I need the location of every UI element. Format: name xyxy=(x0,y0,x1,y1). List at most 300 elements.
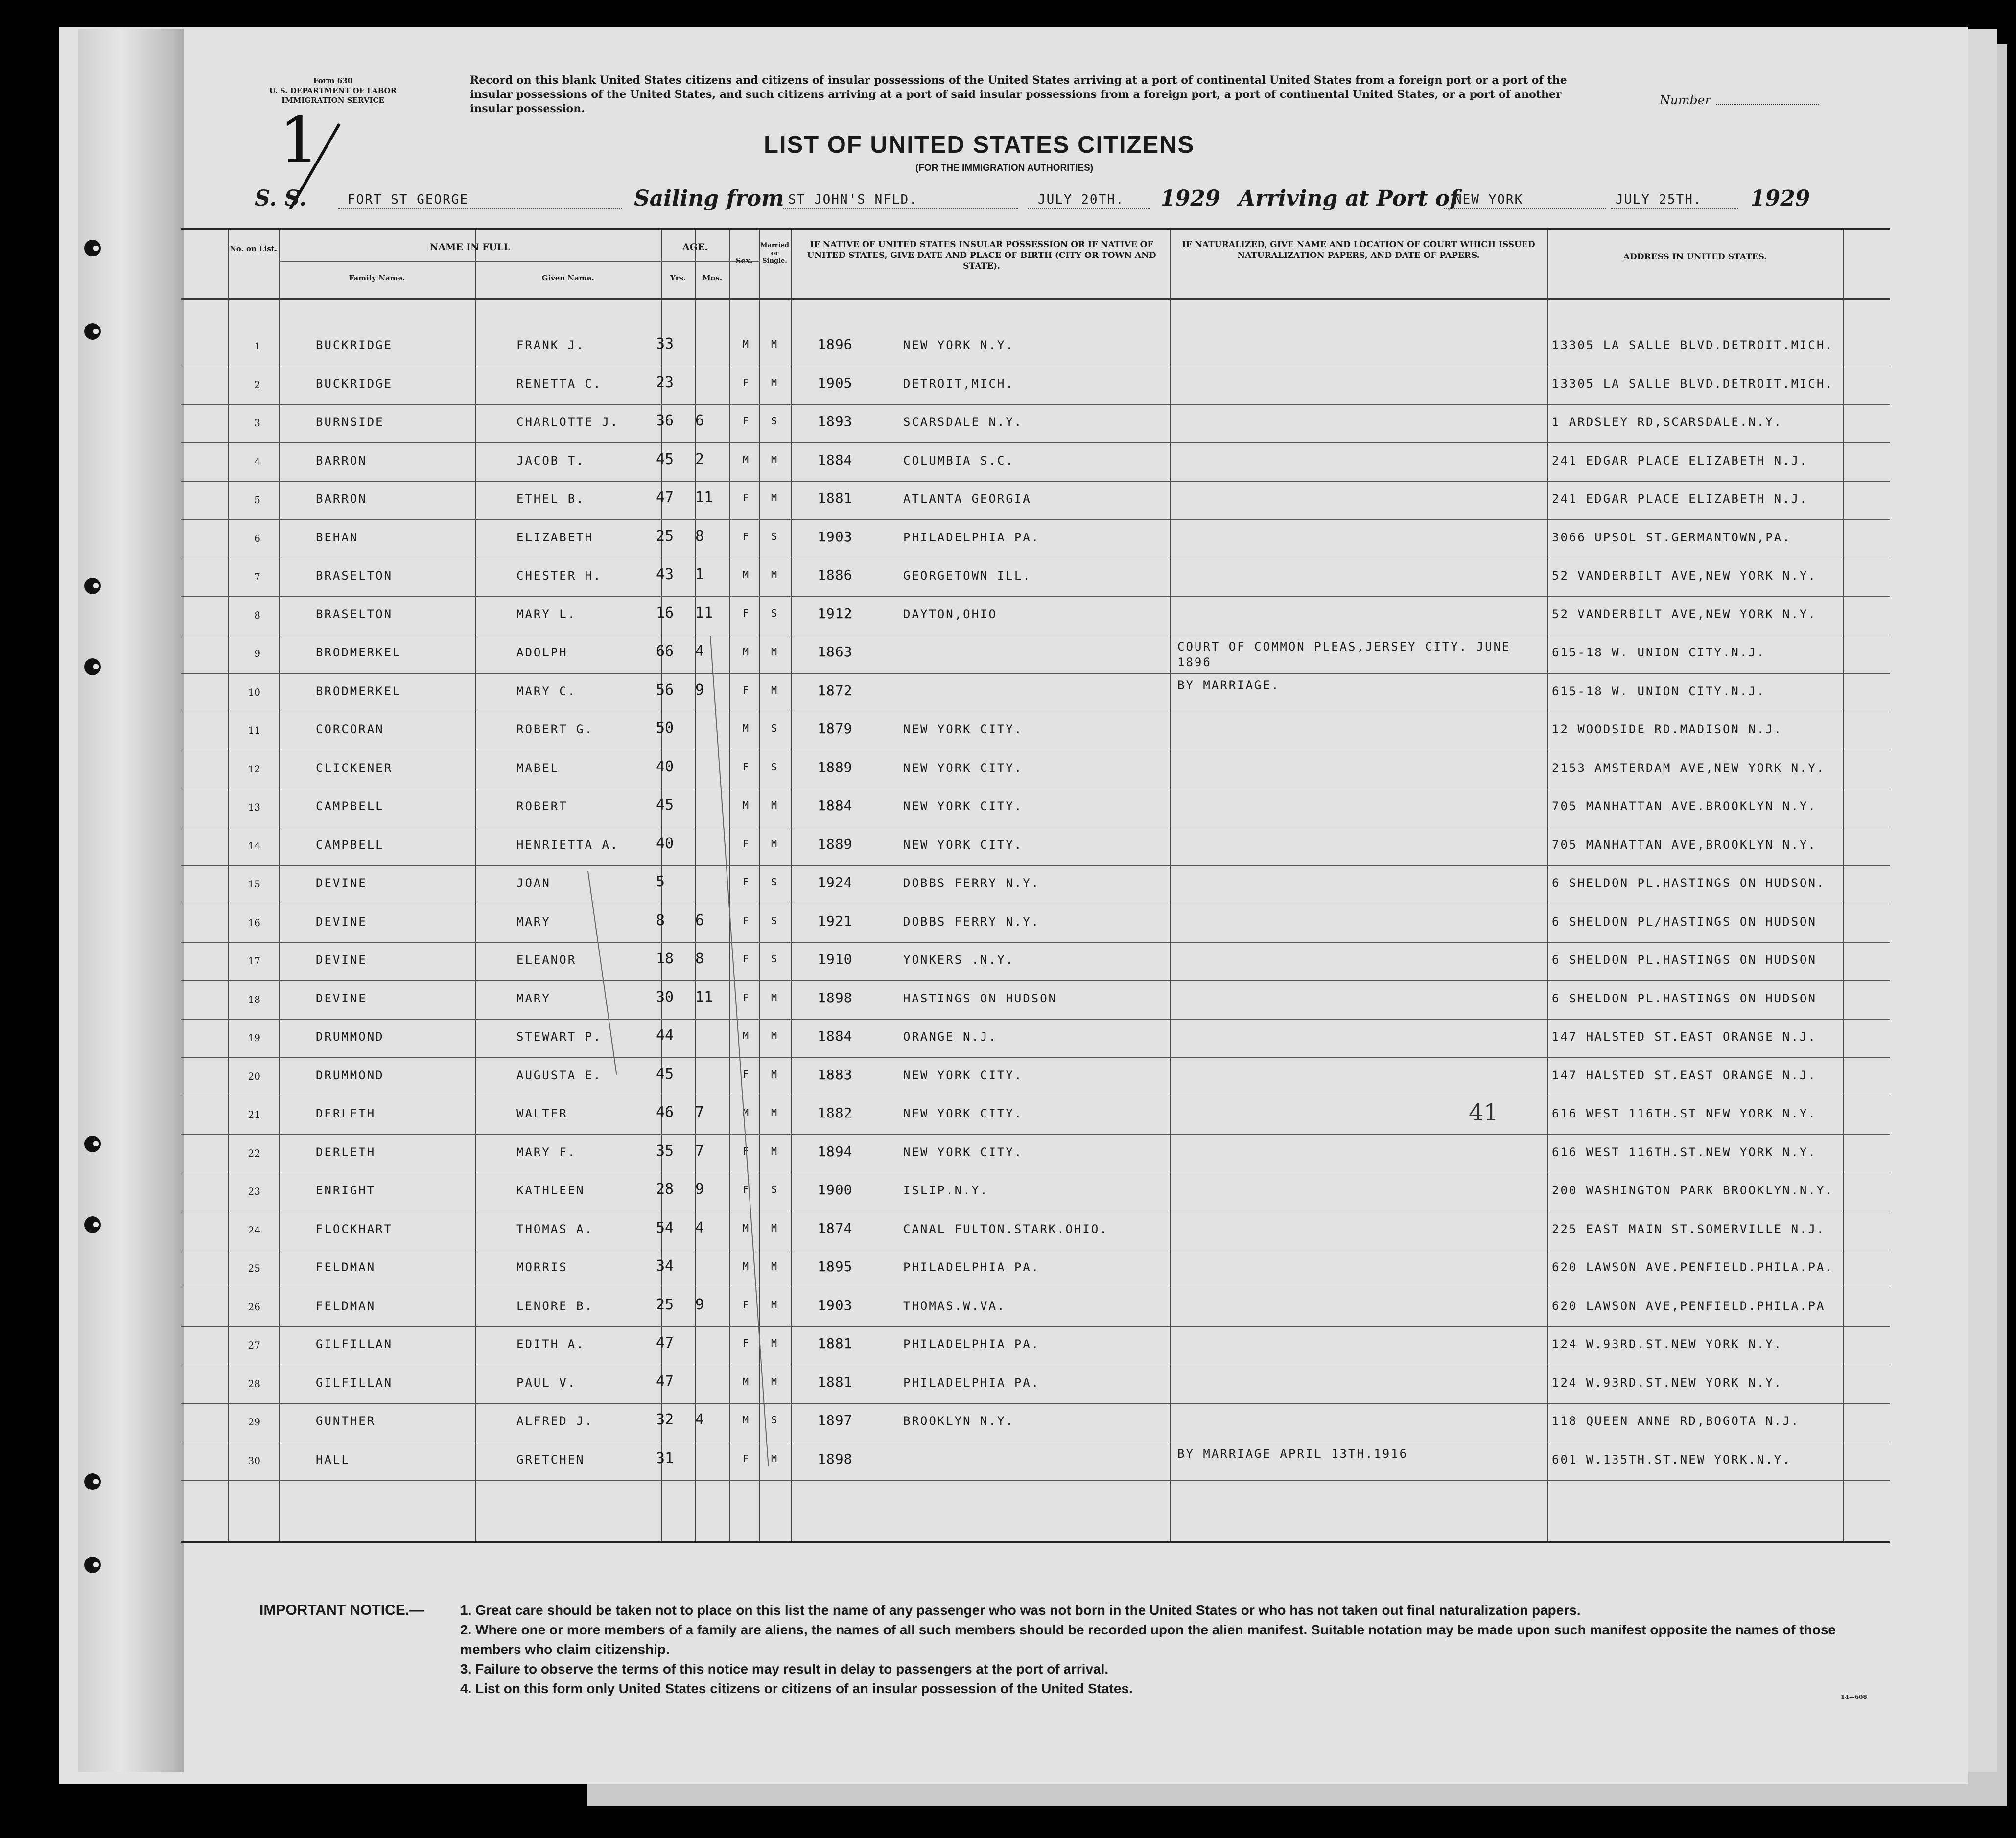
birth-place-cell: HASTINGS ON HUDSON xyxy=(903,991,1057,1005)
birth-place-cell: COLUMBIA S.C. xyxy=(903,453,1014,467)
age-months-cell: 8 xyxy=(695,950,704,967)
birth-place-cell: ORANGE N.J. xyxy=(903,1030,997,1044)
page-title: LIST OF UNITED STATES CITIZENS xyxy=(764,132,1195,158)
sex-cell: F xyxy=(743,914,750,927)
header-birth: IF NATIVE OF UNITED STATES INSULAR POSSESSION OR IF NATIVE OF UNITED STATES, GIVE DATE AND PLACE OF BIRTH (CITY OR TOWN AND STATE). xyxy=(807,240,1156,271)
table-row xyxy=(181,597,1890,635)
sex-cell: M xyxy=(743,646,750,657)
age-years-cell: 46 xyxy=(656,1104,674,1121)
age-years-cell: 34 xyxy=(656,1257,674,1275)
birth-place-cell: ISLIP.N.Y. xyxy=(903,1184,989,1197)
birth-place-cell: NEW YORK CITY. xyxy=(903,838,1023,852)
arrival-year: 1929 xyxy=(1750,186,1810,211)
sex-cell: M xyxy=(743,1414,750,1426)
sex-cell: F xyxy=(743,1145,750,1157)
sex-cell: F xyxy=(743,492,750,504)
birth-year-cell: 1889 xyxy=(818,836,853,852)
row-number-cell: 24 xyxy=(248,1224,260,1236)
header-naturalized: IF NATURALIZED, GIVE NAME AND LOCATION OF COURT WHICH ISSUED NATURALIZATION PAPERS, AND DATE OF PAPERS. xyxy=(1182,240,1535,260)
family-name-cell: BRASELTON xyxy=(316,569,393,582)
marital-status-cell: M xyxy=(771,1375,779,1388)
sex-cell: M xyxy=(743,1030,750,1042)
age-months-cell: 11 xyxy=(695,489,713,506)
family-name-cell: DRUMMOND xyxy=(316,1068,384,1082)
birth-year-cell: 1895 xyxy=(818,1258,853,1275)
row-number-cell: 26 xyxy=(248,1301,260,1313)
sailing-year: 1929 xyxy=(1160,186,1220,211)
underline xyxy=(1611,208,1738,209)
family-name-cell: ENRIGHT xyxy=(316,1184,376,1197)
family-name-cell: BURNSIDE xyxy=(316,415,384,429)
table-row xyxy=(181,366,1890,404)
naturalization-cell: COURT OF COMMON PLEAS,JERSEY CITY. JUNE 1896 xyxy=(1177,640,1511,669)
sex-cell: F xyxy=(743,838,750,850)
row-number-cell: 4 xyxy=(254,455,260,467)
age-months-cell: 4 xyxy=(695,1411,704,1428)
row-number-cell: 28 xyxy=(248,1377,260,1390)
family-name-cell: BRASELTON xyxy=(316,607,393,621)
row-number-cell: 25 xyxy=(248,1262,260,1274)
row-rule xyxy=(181,1480,1890,1481)
us-address-cell: 52 VANDERBILT AVE,NEW YORK N.Y. xyxy=(1552,569,1817,582)
marital-status-cell: M xyxy=(771,799,779,811)
age-months-cell: 4 xyxy=(695,1219,704,1236)
us-address-cell: 615-18 W. UNION CITY.N.J. xyxy=(1552,646,1766,659)
birth-year-cell: 1921 xyxy=(818,912,853,929)
birth-place-cell: THOMAS.W.VA. xyxy=(903,1299,1006,1313)
age-years-cell: 40 xyxy=(656,835,674,852)
family-name-cell: FLOCKHART xyxy=(316,1222,393,1236)
family-name-cell: BARRON xyxy=(316,492,367,506)
family-name-cell: CAMPBELL xyxy=(316,838,384,852)
sex-cell: F xyxy=(743,1184,750,1195)
punch-hole xyxy=(84,1136,101,1152)
marital-status-cell: M xyxy=(771,338,779,350)
marital-status-cell: S xyxy=(771,530,779,542)
given-name-cell: MARY xyxy=(516,914,551,929)
family-name-cell: GUNTHER xyxy=(316,1414,376,1428)
punch-hole xyxy=(84,658,101,675)
given-name-cell: HENRIETTA A. xyxy=(516,838,619,852)
notice-item: 3. Failure to observe the terms of this notice may result in delay to passengers at the port of arrival. xyxy=(460,1661,1109,1676)
table-row xyxy=(181,1211,1890,1250)
age-years-cell: 56 xyxy=(656,681,674,698)
sex-cell: M xyxy=(743,1375,750,1388)
header-family-name: Family Name. xyxy=(349,274,405,282)
passenger-table xyxy=(181,228,1890,1543)
marital-status-cell: S xyxy=(771,953,779,965)
birth-place-cell: NEW YORK CITY. xyxy=(903,799,1023,813)
sailing-date: JULY 20TH. xyxy=(1038,192,1125,207)
table-row xyxy=(181,404,1890,442)
table-row xyxy=(181,904,1890,942)
us-address-cell: 3066 UPSOL ST.GERMANTOWN,PA. xyxy=(1552,530,1791,544)
given-name-cell: LENORE B. xyxy=(516,1299,594,1313)
number-label: Number xyxy=(1660,93,1711,107)
header-no: No. on List. xyxy=(230,244,277,253)
sex-cell: M xyxy=(743,1222,750,1234)
age-months-cell: 6 xyxy=(695,412,704,429)
row-number-cell: 12 xyxy=(248,763,260,775)
us-address-cell: 1 ARDSLEY RD,SCARSDALE.N.Y. xyxy=(1552,415,1783,429)
arrival-date: JULY 25TH. xyxy=(1616,192,1702,207)
birth-place-cell: NEW YORK N.Y. xyxy=(903,338,1014,352)
birth-year-cell: 1896 xyxy=(818,336,853,352)
marital-status-cell: M xyxy=(771,1222,779,1234)
birth-year-cell: 1884 xyxy=(818,451,853,468)
header-married-single: Married or Single. xyxy=(760,242,789,265)
sex-cell: M xyxy=(743,338,750,350)
family-name-cell: BRODMERKEL xyxy=(316,646,401,659)
family-name-cell: DEVINE xyxy=(316,953,367,967)
us-address-cell: 12 WOODSIDE RD.MADISON N.J. xyxy=(1552,722,1783,736)
birth-place-cell: NEW YORK CITY. xyxy=(903,1145,1023,1159)
us-address-cell: 6 SHELDON PL.HASTINGS ON HUDSON. xyxy=(1552,876,1826,890)
birth-year-cell: 1882 xyxy=(818,1105,853,1121)
birth-year-cell: 1879 xyxy=(818,721,853,737)
row-number-cell: 29 xyxy=(248,1416,260,1428)
sex-cell: F xyxy=(743,761,750,773)
marital-status-cell: S xyxy=(771,607,779,619)
given-name-cell: ROBERT xyxy=(516,799,568,813)
given-name-cell: MARY F. xyxy=(516,1145,577,1159)
family-name-cell: BUCKRIDGE xyxy=(316,376,393,391)
underline xyxy=(1028,208,1150,209)
family-name-cell: HALL xyxy=(316,1452,350,1466)
marital-status-cell: M xyxy=(771,1107,779,1118)
table-row xyxy=(181,827,1890,865)
family-name-cell: CAMPBELL xyxy=(316,799,384,813)
header-rule xyxy=(279,261,759,262)
marital-status-cell: S xyxy=(771,1414,779,1426)
given-name-cell: STEWART P. xyxy=(516,1030,602,1044)
marital-status-cell: M xyxy=(771,492,779,504)
table-row xyxy=(181,1403,1890,1442)
us-address-cell: 620 LAWSON AVE,PENFIELD.PHILA.PA xyxy=(1552,1299,1826,1313)
family-name-cell: BEHAN xyxy=(316,530,359,544)
row-number-cell: 11 xyxy=(248,724,260,736)
family-name-cell: BARRON xyxy=(316,453,367,467)
table-row xyxy=(181,865,1890,904)
header-yrs: Yrs. xyxy=(670,274,686,282)
row-number-cell: 14 xyxy=(248,839,260,852)
arriving-label: Arriving at Port of xyxy=(1239,186,1459,211)
birth-year-cell: 1881 xyxy=(818,1335,853,1351)
form-header xyxy=(259,76,406,105)
table-row xyxy=(181,712,1890,750)
birth-place-cell: NEW YORK CITY. xyxy=(903,1068,1023,1082)
sex-cell: F xyxy=(743,1337,750,1349)
birth-year-cell: 1903 xyxy=(818,528,853,545)
naturalization-cell: BY MARRIAGE. xyxy=(1177,678,1280,692)
row-number-cell: 5 xyxy=(254,494,260,506)
us-address-cell: 13305 LA SALLE BLVD.DETROIT.MICH. xyxy=(1552,376,1834,391)
sex-cell: M xyxy=(743,1107,750,1118)
page-subtitle: (FOR THE IMMIGRATION AUTHORITIES) xyxy=(915,163,1094,173)
us-address-cell: 147 HALSTED ST.EAST ORANGE N.J. xyxy=(1552,1030,1817,1044)
age-months-cell: 9 xyxy=(695,681,704,698)
family-name-cell: FELDMAN xyxy=(316,1260,376,1274)
age-years-cell: 32 xyxy=(656,1411,674,1428)
given-name-cell: PAUL V. xyxy=(516,1375,577,1390)
birth-year-cell: 1912 xyxy=(818,605,853,622)
header-rule xyxy=(181,298,1890,300)
number-field-line xyxy=(1716,104,1819,105)
family-name-cell: BUCKRIDGE xyxy=(316,338,393,352)
table-row xyxy=(181,1250,1890,1288)
age-months-cell: 7 xyxy=(695,1104,704,1121)
birth-place-cell: GEORGETOWN ILL. xyxy=(903,569,1031,582)
birth-place-cell: PHILADELPHIA PA. xyxy=(903,530,1040,544)
age-months-cell: 9 xyxy=(695,1181,704,1198)
birth-place-cell: CANAL FULTON.STARK.OHIO. xyxy=(903,1222,1108,1236)
age-months-cell: 9 xyxy=(695,1296,704,1313)
header-given-name: Given Name. xyxy=(541,274,594,282)
birth-year-cell: 1883 xyxy=(818,1066,853,1083)
punch-hole xyxy=(84,1557,101,1573)
age-years-cell: 45 xyxy=(656,796,674,814)
marital-status-cell: M xyxy=(771,1337,779,1349)
punch-hole xyxy=(84,578,101,594)
age-years-cell: 33 xyxy=(656,335,674,352)
given-name-cell: WALTER xyxy=(516,1107,568,1120)
binding-strip xyxy=(78,29,184,1772)
row-number-cell: 15 xyxy=(248,878,260,890)
us-address-cell: 200 WASHINGTON PARK BROOKLYN.N.Y. xyxy=(1552,1184,1834,1197)
age-years-cell: 31 xyxy=(656,1449,674,1467)
us-address-cell: 601 W.135TH.ST.NEW YORK.N.Y. xyxy=(1552,1452,1791,1466)
birth-year-cell: 1881 xyxy=(818,490,853,506)
age-years-cell: 8 xyxy=(656,911,665,929)
given-name-cell: CHESTER H. xyxy=(516,569,602,582)
underline xyxy=(1444,208,1606,209)
us-address-cell: 6 SHELDON PL/HASTINGS ON HUDSON xyxy=(1552,914,1817,929)
birth-place-cell: SCARSDALE N.Y. xyxy=(903,415,1023,429)
us-address-cell: 52 VANDERBILT AVE,NEW YORK N.Y. xyxy=(1552,607,1817,621)
birth-place-cell: NEW YORK CITY. xyxy=(903,1107,1023,1120)
notice-item: 2. Where one or more members of a family are aliens, the names of all such members should be recorded upon the alien manifest. Suitable notation may be made upon such manifest opposite the names of those members who claim citizenship. xyxy=(460,1622,1836,1657)
family-name-cell: GILFILLAN xyxy=(316,1337,393,1351)
naturalization-cell: BY MARRIAGE APRIL 13TH.1916 xyxy=(1177,1446,1408,1461)
age-months-cell: 6 xyxy=(695,911,704,929)
given-name-cell: RENETTA C. xyxy=(516,376,602,391)
row-number-cell: 7 xyxy=(254,571,260,582)
age-years-cell: 66 xyxy=(656,643,674,660)
given-name-cell: FRANK J. xyxy=(516,338,585,352)
table-row xyxy=(181,520,1890,558)
birth-year-cell: 1872 xyxy=(818,682,853,698)
sex-cell: F xyxy=(743,415,750,427)
family-name-cell: DEVINE xyxy=(316,991,367,1005)
row-number-cell: 9 xyxy=(254,648,260,659)
sex-cell: F xyxy=(743,1452,750,1465)
age-years-cell: 30 xyxy=(656,988,674,1006)
given-name-cell: MORRIS xyxy=(516,1260,568,1274)
birth-year-cell: 1886 xyxy=(818,567,853,583)
sex-cell: M xyxy=(743,722,750,734)
family-name-cell: DEVINE xyxy=(316,914,367,929)
sex-cell: F xyxy=(743,1068,750,1080)
us-address-cell: 620 LAWSON AVE.PENFIELD.PHILA.PA. xyxy=(1552,1260,1834,1274)
given-name-cell: MARY xyxy=(516,991,551,1005)
birth-year-cell: 1889 xyxy=(818,759,853,775)
given-name-cell: ADOLPH xyxy=(516,646,568,659)
row-number-cell: 10 xyxy=(248,686,260,698)
marital-status-cell: M xyxy=(771,1068,779,1080)
row-number-cell: 16 xyxy=(248,916,260,929)
notice-item: 1. Great care should be taken not to place on this list the name of any passenger who was not born in the United States or who has not taken out final naturalization papers. xyxy=(460,1603,1581,1618)
sex-cell: F xyxy=(743,376,750,389)
row-number-cell: 1 xyxy=(254,340,260,352)
table-row xyxy=(181,750,1890,789)
table-row xyxy=(181,1096,1890,1134)
age-years-cell: 25 xyxy=(656,1296,674,1313)
department: U. S. DEPARTMENT OF LABOR xyxy=(269,86,397,95)
us-address-cell: 118 QUEEN ANNE RD,BOGOTA N.J. xyxy=(1552,1414,1800,1428)
given-name-cell: EDITH A. xyxy=(516,1337,585,1351)
age-months-cell: 2 xyxy=(695,450,704,468)
us-address-cell: 615-18 W. UNION CITY.N.J. xyxy=(1552,684,1766,698)
arrival-port: NEW YORK xyxy=(1454,192,1524,207)
age-years-cell: 47 xyxy=(656,1373,674,1390)
us-address-cell: 616 WEST 116TH.ST NEW YORK N.Y. xyxy=(1552,1107,1817,1120)
given-name-cell: MABEL xyxy=(516,761,560,775)
us-address-cell: 616 WEST 116TH.ST.NEW YORK N.Y. xyxy=(1552,1145,1817,1159)
age-years-cell: 35 xyxy=(656,1142,674,1160)
service: IMMIGRATION SERVICE xyxy=(281,96,384,105)
underline xyxy=(783,208,1018,209)
table-row xyxy=(181,1135,1890,1173)
birth-place-cell: BROOKLYN N.Y. xyxy=(903,1414,1014,1428)
us-address-cell: 6 SHELDON PL.HASTINGS ON HUDSON xyxy=(1552,991,1817,1005)
table-row xyxy=(181,942,1890,980)
row-number-cell: 13 xyxy=(248,801,260,813)
birth-year-cell: 1863 xyxy=(818,644,853,660)
marital-status-cell: M xyxy=(771,646,779,657)
table-row xyxy=(181,481,1890,519)
us-address-cell: 705 MANHATTAN AVE.BROOKLYN N.Y. xyxy=(1552,799,1817,813)
age-years-cell: 40 xyxy=(656,758,674,775)
marital-status-cell: M xyxy=(771,453,779,465)
given-name-cell: ELIZABETH xyxy=(516,530,594,544)
given-name-cell: MARY L. xyxy=(516,607,577,621)
sex-cell: F xyxy=(743,684,750,696)
marital-status-cell: M xyxy=(771,684,779,696)
notice-title: IMPORTANT NOTICE.— xyxy=(259,1602,424,1618)
row-number-cell: 27 xyxy=(248,1339,260,1351)
birth-place-cell: DOBBS FERRY N.Y. xyxy=(903,876,1040,890)
age-years-cell: 5 xyxy=(656,873,665,890)
us-address-cell: 147 HALSTED ST.EAST ORANGE N.J. xyxy=(1552,1068,1817,1082)
age-years-cell: 36 xyxy=(656,412,674,429)
marital-status-cell: S xyxy=(771,761,779,773)
marital-status-cell: M xyxy=(771,1299,779,1311)
sex-cell: M xyxy=(743,453,750,465)
us-address-cell: 241 EDGAR PLACE ELIZABETH N.J. xyxy=(1552,453,1808,467)
given-name-cell: THOMAS A. xyxy=(516,1222,594,1236)
row-number-cell: 17 xyxy=(248,955,260,967)
bottom-form-number: 14—608 xyxy=(1841,1694,1867,1700)
underline xyxy=(338,208,622,209)
age-years-cell: 45 xyxy=(656,1065,674,1083)
age-months-cell: 8 xyxy=(695,527,704,545)
given-name-cell: CHARLOTTE J. xyxy=(516,415,619,429)
marital-status-cell: M xyxy=(771,838,779,850)
birth-year-cell: 1884 xyxy=(818,797,853,814)
marital-status-cell: S xyxy=(771,722,779,734)
ship-name: FORT ST GEORGE xyxy=(348,192,469,207)
given-name-cell: ELEANOR xyxy=(516,953,577,967)
family-name-cell: FELDMAN xyxy=(316,1299,376,1313)
marital-status-cell: M xyxy=(771,1030,779,1042)
table-row xyxy=(181,327,1890,366)
age-years-cell: 47 xyxy=(656,489,674,506)
age-years-cell: 44 xyxy=(656,1027,674,1044)
birth-place-cell: DOBBS FERRY N.Y. xyxy=(903,914,1040,929)
birth-year-cell: 1884 xyxy=(818,1028,853,1044)
given-name-cell: MARY C. xyxy=(516,684,577,698)
age-months-cell: 4 xyxy=(695,643,704,660)
family-name-cell: DRUMMOND xyxy=(316,1030,384,1044)
table-row xyxy=(181,674,1890,712)
marital-status-cell: M xyxy=(771,1452,779,1465)
marital-status-cell: M xyxy=(771,1145,779,1157)
sex-cell: F xyxy=(743,953,750,965)
sex-cell: F xyxy=(743,991,750,1003)
marital-status-cell: M xyxy=(771,569,779,581)
family-name-cell: CLICKENER xyxy=(316,761,393,775)
table-row xyxy=(181,1288,1890,1326)
header-sex: Sex. xyxy=(735,256,753,265)
us-address-cell: 225 EAST MAIN ST.SOMERVILLE N.J. xyxy=(1552,1222,1826,1236)
row-number-cell: 19 xyxy=(248,1032,260,1044)
sailing-port: ST JOHN'S NFLD. xyxy=(788,192,918,207)
table-row xyxy=(181,1326,1890,1365)
sex-cell: M xyxy=(743,799,750,811)
form-number: Form 630 xyxy=(313,76,353,85)
punch-hole xyxy=(84,240,101,256)
header-mos: Mos. xyxy=(702,274,723,282)
marital-status-cell: M xyxy=(771,1260,779,1272)
punch-hole xyxy=(84,323,101,340)
age-months-cell: 11 xyxy=(695,604,713,622)
handwritten-mark: 1 xyxy=(279,103,320,177)
given-name-cell: ALFRED J. xyxy=(516,1414,594,1428)
ss-label: S. S. xyxy=(255,186,307,211)
birth-place-cell: PHILADELPHIA PA. xyxy=(903,1375,1040,1390)
birth-year-cell: 1903 xyxy=(818,1297,853,1313)
age-years-cell: 23 xyxy=(656,373,674,391)
row-number-cell: 2 xyxy=(254,378,260,391)
age-years-cell: 47 xyxy=(656,1334,674,1351)
sailing-label: Sailing from xyxy=(634,186,784,211)
table-row xyxy=(181,1173,1890,1211)
birth-place-cell: ATLANTA GEORGIA xyxy=(903,492,1031,506)
table-row xyxy=(181,635,1890,673)
birth-place-cell: NEW YORK CITY. xyxy=(903,722,1023,736)
given-name-cell: GRETCHEN xyxy=(516,1452,585,1466)
table-row xyxy=(181,558,1890,596)
record-instructions: Record on this blank United States citizens and citizens of insular possessions of the United States arriving at a port of continental United States from a foreign port or a port of the insular possessions of the United States, and such citizens arriving at a port of said insular possessions from a foreign port, a port of continental United States, or a port of another insular possession. xyxy=(470,74,1567,115)
row-number-cell: 21 xyxy=(248,1109,260,1120)
given-name-cell: JACOB T. xyxy=(516,453,585,467)
age-months-cell: 1 xyxy=(695,566,704,583)
header-name-in-full: NAME IN FULL xyxy=(430,242,510,253)
given-name-cell: KATHLEEN xyxy=(516,1184,585,1197)
row-number-cell: 20 xyxy=(248,1070,260,1082)
table-row xyxy=(181,789,1890,827)
age-years-cell: 28 xyxy=(656,1181,674,1198)
